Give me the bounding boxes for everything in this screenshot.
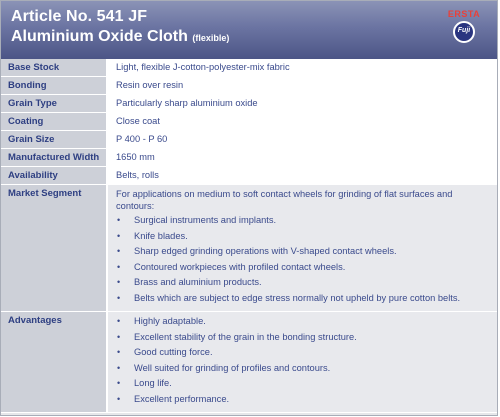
- bullet-icon: •: [117, 277, 121, 287]
- spec-label: Coating: [1, 113, 108, 130]
- spec-value: Particularly sharp aluminium oxide: [108, 95, 497, 112]
- spec-row-grain-type: [1, 95, 497, 113]
- spec-row-market-segment: [1, 185, 497, 312]
- list-item: • Good cutting force.: [117, 347, 213, 357]
- spec-label: Advantages: [1, 312, 108, 412]
- brand-logo: [443, 9, 485, 51]
- list-item: • Well suited for grinding of profiles and contours.: [117, 362, 331, 373]
- spec-row-manufactured-width: [1, 149, 497, 167]
- spec-value: [108, 312, 497, 412]
- bullet-icon: •: [117, 331, 121, 342]
- list-item: • Excellent performance.: [117, 393, 230, 404]
- market-segment-intro: For applications on medium to soft contact wheels for grinding of flat surfaces and contours:: [116, 189, 453, 211]
- sheet-header: [1, 1, 497, 59]
- spec-row-coating: [1, 113, 497, 131]
- spec-row-grain-size: [1, 131, 497, 149]
- list-item: • Contoured workpieces with profiled contact wheels.: [117, 261, 346, 272]
- list-item: • Surgical instruments and implants.: [117, 215, 277, 225]
- product-qualifier: (flexible): [192, 33, 230, 43]
- product-name: Aluminium Oxide Cloth: [11, 28, 188, 45]
- spec-value: [108, 185, 497, 311]
- logo-wordmark: ERSTA: [447, 9, 481, 19]
- list-item: • Highly adaptable.: [117, 316, 206, 326]
- spec-row-base-stock: [1, 59, 497, 77]
- spec-value: 1650 mm: [108, 149, 497, 166]
- list-item: • Sharp edged grinding operations with V-shaped contact wheels.: [117, 246, 397, 256]
- bullet-icon: •: [117, 246, 121, 256]
- market-segment-list: [116, 214, 491, 304]
- logo-badge-text: Fuji: [457, 27, 471, 34]
- bullet-icon: •: [117, 261, 121, 272]
- spec-value: Light, flexible J-cotton-polyester-mix fabric: [108, 59, 497, 76]
- bullet-icon: •: [117, 378, 121, 388]
- list-item: • Belts which are subject to edge stress normally not upheld by pure cotton belts.: [117, 292, 461, 303]
- advantages-list: [116, 315, 491, 405]
- spec-value: Resin over resin: [108, 77, 497, 94]
- spec-label: Grain Type: [1, 95, 108, 112]
- spec-label: Manufactured Width: [1, 149, 108, 166]
- bullet-icon: •: [117, 292, 121, 303]
- spec-label: Bonding: [1, 77, 108, 94]
- list-item: • Knife blades.: [117, 230, 188, 241]
- bullet-icon: •: [117, 215, 121, 225]
- spec-label: Grain Size: [1, 131, 108, 148]
- list-item: • Excellent stability of the grain in the bonding structure.: [117, 331, 357, 342]
- spec-value: P 400 - P 60: [108, 131, 497, 148]
- product-title: [11, 28, 229, 46]
- spec-label: Base Stock: [1, 59, 108, 76]
- spec-row-bonding: [1, 77, 497, 95]
- spec-value: Belts, rolls: [108, 167, 497, 184]
- bullet-icon: •: [117, 393, 121, 404]
- spec-value: Close coat: [108, 113, 497, 130]
- bullet-icon: •: [117, 347, 121, 357]
- bullet-icon: •: [117, 316, 121, 326]
- spec-label: Market Segment: [1, 185, 108, 311]
- list-item: • Brass and aluminium products.: [117, 277, 262, 287]
- spec-row-advantages: [1, 312, 497, 413]
- bullet-icon: •: [117, 362, 121, 373]
- list-item: • Long life.: [117, 378, 172, 388]
- spec-label: Availability: [1, 167, 108, 184]
- spec-row-availability: [1, 167, 497, 185]
- bullet-icon: •: [117, 230, 121, 241]
- logo-badge-icon: [453, 21, 475, 43]
- article-number: Article No. 541 JF: [11, 8, 148, 25]
- spec-table: [1, 59, 497, 413]
